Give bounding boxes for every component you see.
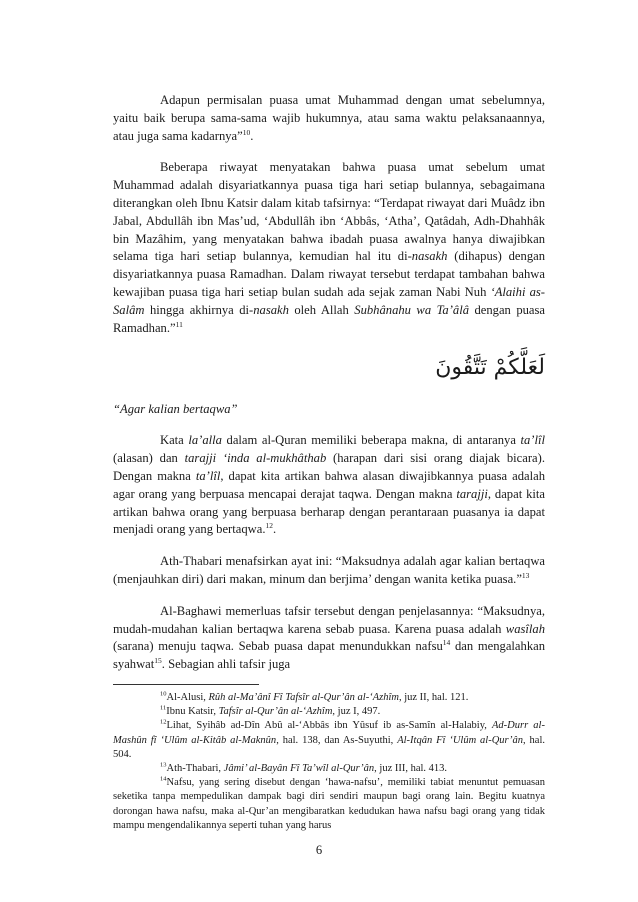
text: hingga akhirnya di- [144,302,254,317]
text: dalam al-Quran memiliki beberapa makna, di antaranya [221,433,521,448]
text: Al-Alusi, [166,691,209,703]
text: , juz I, 497. [332,706,381,718]
text: (dihapus) dengan disyariatkannya puasa Ramadhan. Dalam riwayat tersebut terdapat tambahan bahwa kewajiban puasa tiga hari setiap bulan sudah ada sejak zaman Nabi Nuh [113,249,546,299]
text: Kata [160,433,189,448]
text: . [272,522,277,537]
text: Beberapa riwayat menyatakan bahwa puasa umat sebelum umat Muhammad adalah disyariatkannya puasa tiga hari setiap bulannya, sebagaimana diterangkan oleh Ibnu Katsir dalam kitab tafsirnya: “Terdapat riwayat dari Muâdz ibn Jabal, Abdullâh ibn Mas’ud, ‘Abdullâh ibn ‘Abbâs, ‘Atha’, Qatâdah, Adh-Dhahhâk bin Mazâhim, yang menyatakan bahwa ibadah puasa awalnya hanya diwajibkan selama tiga hari setiap bulannya, kemudian hal itu di- [113,160,545,264]
text: (alasan) dan [113,451,185,466]
term: ‘Alaihi as-Salâm [113,284,545,317]
text: Ath-Thabari, [166,762,224,774]
text: oleh Allah [288,302,355,317]
term: tarajji ‘inda al-mukhâthab [184,451,327,466]
text: Ibnu Katsir, [166,706,219,718]
footnote-ref-12[interactable]: 12 [265,521,273,531]
footnote-ref-13[interactable]: 13 [521,570,530,580]
text: . [250,128,254,143]
footnote-13 [113,762,545,776]
term: nasakh [411,249,448,264]
term: Subhânahu wa Ta’âlâ [354,302,470,317]
text: , hal. 138, dan As-Suyuthi, [276,734,398,746]
text: , dapat kita artikan bahwa orang yang berpuasa berharap dengan perantaraan puasanya ia dapat menjadi orang yang bertaqwa. [113,486,545,537]
footnote-number: 13 [160,761,167,769]
paragraph-1 [113,92,545,145]
title: Rûh al-Ma’ânî Fî Tafsîr al-Qur’ân al-‘Azhîm [208,691,399,703]
text: dengan puasa Ramadhan.” [113,302,545,335]
text: Nafsu, yang sering disebut dengan ‘hawa-nafsu’, memiliki tabiat menuntut pemuasan seketika tanpa mempedulikan dampak bagi diri sendiri maupun bagi orang lain. Begitu kuatnya dorongan hawa nafsu, maka al-Qur’an mengibaratkan kedudukan hawa nafsu bagi orang yang tidak mampu mengendalikannya seperti tuhan yang harus [113,777,545,831]
verse-translation: “Agar kalian bertaqwa” [113,402,238,417]
footnote-ref-14[interactable]: 14 [442,638,451,648]
text: Ath-Thabari menafsirkan ayat ini: “Maksudnya adalah agar kalian bertaqwa (menjauhkan diri) dari makan, minum dan berjima’ dengan wanita ketika puasa.” [113,554,545,586]
term: tarajji [456,486,488,501]
text: Adapun permisalan puasa umat Muhammad dengan umat sebelumnya, yaitu baik berupa sama-sama wajib hukumnya, atau sama waktu pelaksanaannya, atau juga sama kadarnya” [113,93,545,143]
text: , juz II, hal. 121. [398,691,469,703]
title: Tafsîr al-Qur’ân al-‘Azhîm [218,706,333,718]
paragraph-3 [113,432,545,539]
footnote-ref-11[interactable]: 11 [175,319,183,329]
paragraph-4 [113,553,545,589]
footnote-12 [113,719,545,762]
footnote-divider [113,684,259,685]
footnote-number: 14 [160,775,167,783]
footnote-number: 10 [160,690,167,698]
text: Lihat, Syihâb ad-Dîn Abû al-‘Abbâs ibn Yûsuf ib as-Samîn al-Halabiy, [166,720,493,732]
paragraph-5 [113,603,545,674]
arabic-verse: لَعَلَّكُمْ تَتَّقُونَ [435,355,545,381]
footnote-ref-15[interactable]: 15 [154,655,162,665]
footnote-11 [113,705,545,719]
term: wasîlah [505,621,545,636]
footnote-10 [113,691,545,705]
text: , hal. 504. [113,734,546,760]
footnote-14 [113,776,545,833]
text: , juz III, hal. 413. [374,762,448,774]
text: (sarana) menuju taqwa. Sebab puasa dapat menundukkan nafsu [113,639,443,654]
term: nasakh [253,302,289,317]
document-page [113,92,545,833]
footnote-number: 11 [160,704,167,712]
paragraph-2 [113,159,545,337]
text: Al-Baghawi memerluas tafsir tersebut dengan penjelasannya: “Maksudnya, mudah-mudahan kalian bertaqwa karena sebab puasa. Karena puasa adalah [113,603,545,636]
page-number: 6 [315,843,323,857]
title: Ad-Durr al-Mashûn fî ‘Ulûm al-Kitâb al-Maknûn [113,720,545,746]
text: (harapan dari sisi orang diajak bicara). Dengan makna [113,451,545,483]
footnote-ref-10[interactable]: 10 [242,127,251,137]
text: dan mengalahkan syahwat [113,639,545,672]
title: Jâmi’ al-Bayân Fî Ta’wîl al-Qur’ân [223,762,375,774]
term: la’alla [188,433,222,448]
text: , dapat kita artikan bahwa alasan diwajibkannya puasa adalah agar orang yang berpuasa mencapai derajat taqwa. Dengan makna [113,468,545,501]
text: . Sebagian ahli tafsir juga [161,657,291,672]
title: Al-Itqân Fî ‘Ulûm al-Qur’ân [397,734,524,746]
term: ta’lîl [520,433,545,448]
footnote-number: 12 [160,718,167,726]
term: ta’lîl [195,468,221,483]
